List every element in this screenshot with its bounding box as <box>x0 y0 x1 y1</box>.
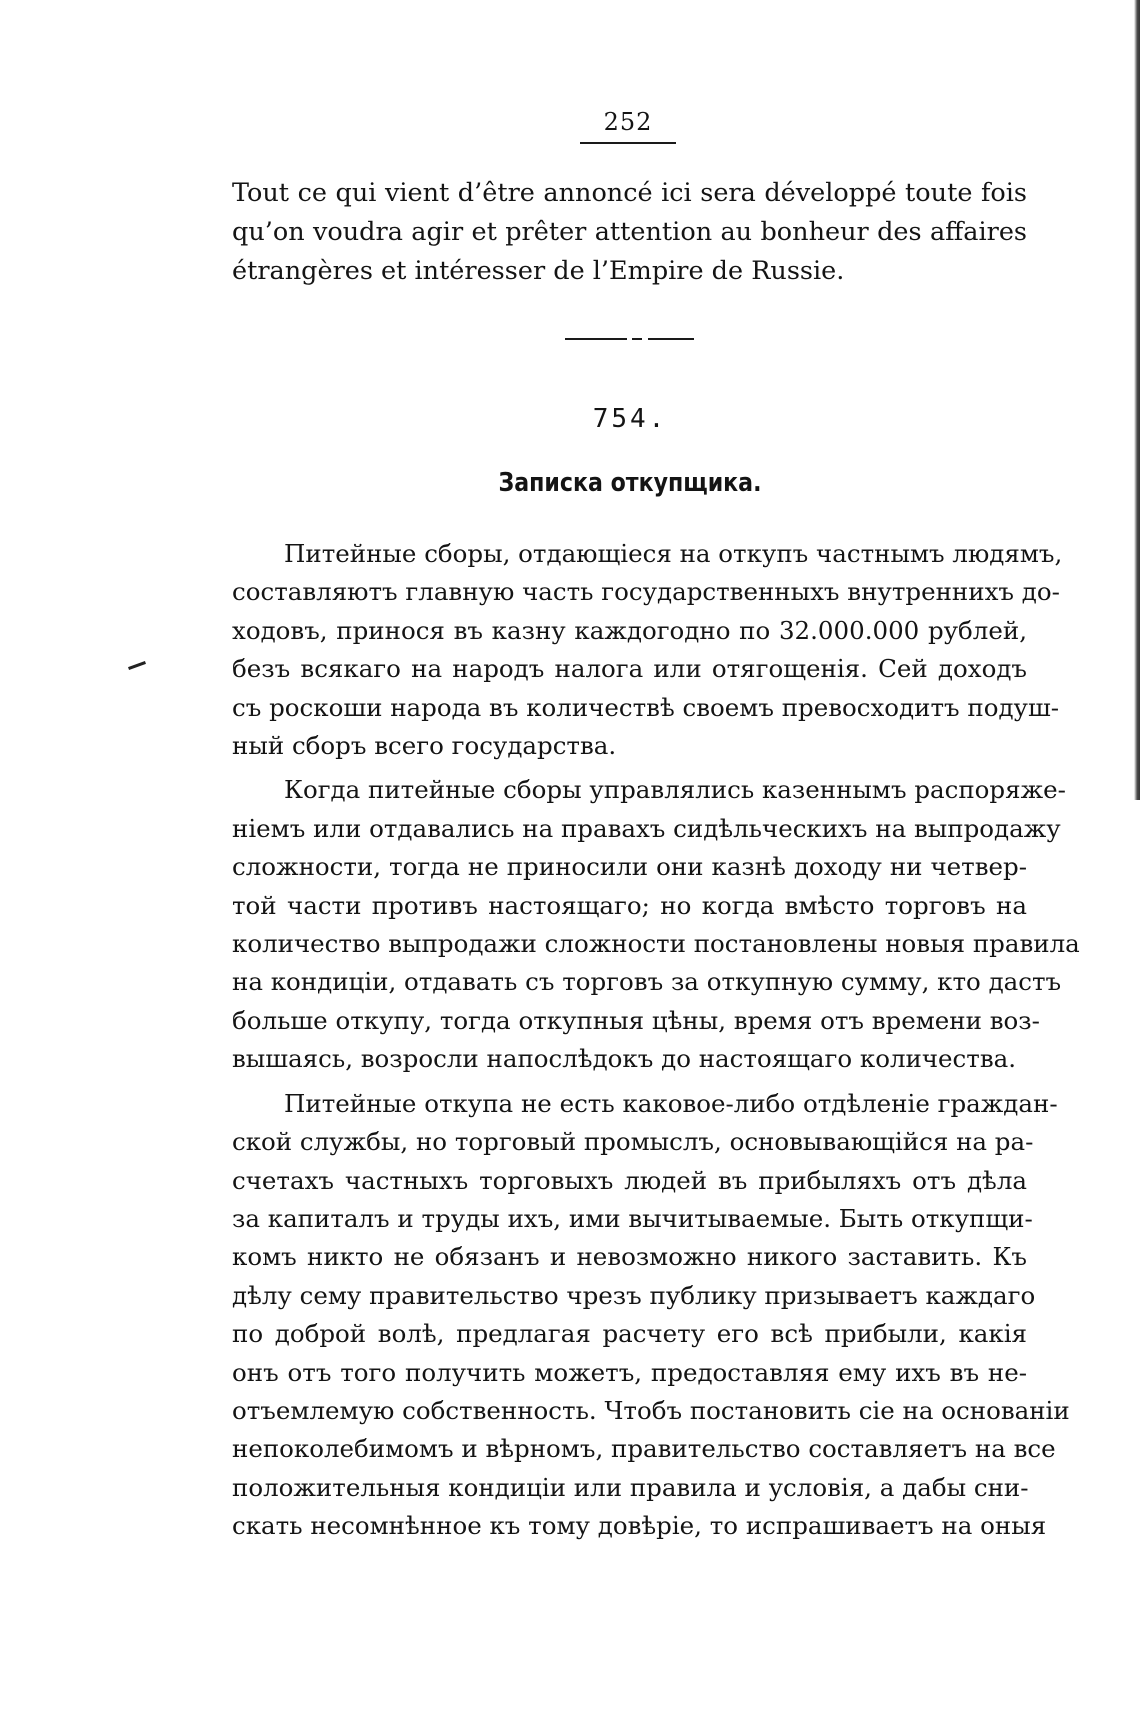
body-line: составляютъ главную часть государственныхъ внутреннихъ до- <box>232 577 1060 607</box>
french-line: étrangères et intéresser de l’Empire de Russie. <box>232 256 845 286</box>
body-line: по доброй волѣ, предлагая расчету его всѣ прибыли, какія <box>232 1319 1027 1349</box>
page-number-rule <box>580 142 676 144</box>
body-line: отъемлемую собственность. Чтобъ постановить сіе на основаніи <box>232 1395 1070 1425</box>
french-paragraph <box>232 174 1027 291</box>
body-line: непоколебимомъ и вѣрномъ, правительство составляетъ на все <box>232 1434 1056 1464</box>
body-line: сложности, тогда не приносили они казнѣ доходу ни четвер- <box>232 852 1027 882</box>
body-line: ніемъ или отдавались на правахъ сидѣльческихъ на выпродажу <box>232 813 1061 843</box>
section-separator-long <box>565 338 627 340</box>
body-line: на кондиціи, отдавать съ торговъ за откупную сумму, кто дастъ <box>232 967 1062 997</box>
body-line: съ роскоши народа въ количествѣ своемъ превосходитъ подуш- <box>232 692 1060 722</box>
body-line: безъ всякаго на народъ налога или отягощенія. Сей доходъ <box>232 654 1027 684</box>
body-line: ходовъ, принося въ казну каждогодно по 32.000.000 рублей, <box>232 615 1027 645</box>
scan-edge-shadow <box>1134 0 1140 800</box>
body-line: Когда питейные сборы управлялись казеннымъ распоряже- <box>284 775 1066 805</box>
body-line: Питейные сборы, отдающіеся на откупъ частнымъ людямъ, <box>284 539 1063 568</box>
french-line: Tout ce qui vient d’être annoncé ici sera développé toute fois <box>232 178 1027 208</box>
section-separator-dot <box>632 338 642 340</box>
body-line: счетахъ частныхъ торговыхъ людей въ прибыляхъ отъ дѣла <box>232 1165 1027 1195</box>
body-line: Питейные откупа не есть каковое-либо отдѣленіе граждан- <box>284 1088 1058 1118</box>
page-number: 252 <box>603 108 653 136</box>
stray-ink-mark <box>128 661 146 670</box>
body-line: комъ никто не обязанъ и невозможно никого заставить. Къ <box>232 1242 1027 1272</box>
french-line: qu’on voudra agir et prêter attention au bonheur des affaires <box>232 217 1027 247</box>
document-number: 754. <box>592 404 668 434</box>
body-line: ской службы, но торговый промыслъ, основывающійся на ра- <box>232 1127 1034 1157</box>
body-line: количество выпродажи сложности постановлены новыя правила <box>232 929 1080 959</box>
body-line: той части противъ настоящаго; но когда вмѣсто торговъ на <box>232 890 1027 920</box>
body-line: за капиталъ и труды ихъ, ими вычитываемые. Быть откупщи- <box>232 1203 1033 1233</box>
body-line: дѣлу сему правительство чрезъ публику призываетъ каждаго <box>232 1280 1036 1310</box>
body-line: вышаясь, возросли напослѣдокъ до настоящаго количества. <box>232 1044 1017 1074</box>
body-line: больше откупу, тогда откупныя цѣны, время отъ времени воз- <box>232 1005 1040 1035</box>
document-body <box>232 535 1080 1546</box>
body-line: онъ отъ того получить можетъ, предоставляя ему ихъ въ не- <box>232 1357 1027 1387</box>
body-line: положительныя кондиціи или правила и условія, а дабы сни- <box>232 1472 1029 1502</box>
document-title: Записка откупщика. <box>498 468 762 498</box>
body-line: ный сборъ всего государства. <box>232 731 617 761</box>
body-line: скать несомнѣнное къ тому довѣріе, то испрашиваетъ на оныя <box>232 1511 1047 1541</box>
section-separator-short <box>648 338 694 340</box>
